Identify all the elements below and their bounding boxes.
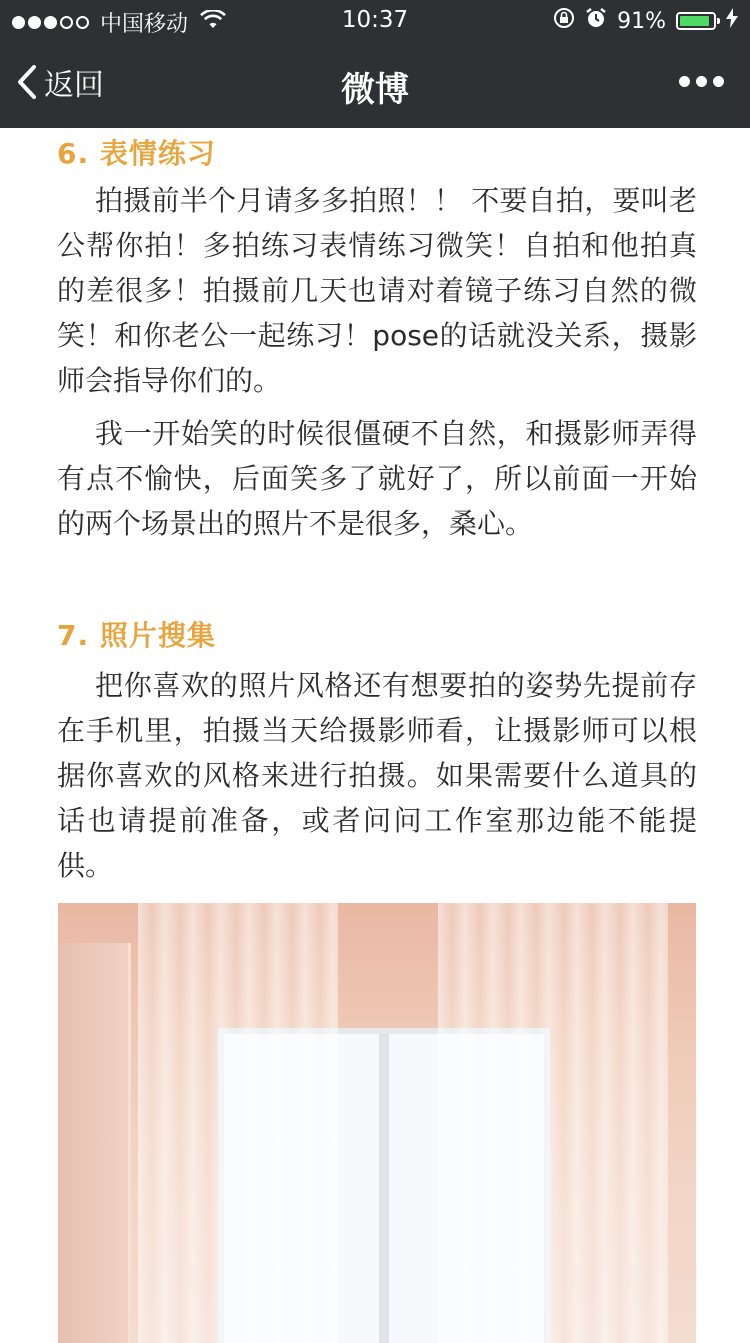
paragraph-7-1: 把你喜欢的照片风格还有想要拍的姿势先提前存在手机里，拍摄当天给摄影师看，让摄影师可以根据你喜欢的风格来进行拍摄。如果需要什么道具的话也请提前准备，或者问问工作室那边能不能提供。 bbox=[57, 669, 697, 882]
back-label: 返回 bbox=[44, 68, 104, 103]
more-dots-icon[interactable] bbox=[673, 76, 724, 87]
rotation-lock-icon bbox=[553, 7, 575, 35]
photo-curtain-left bbox=[138, 903, 338, 1343]
status-bar bbox=[0, 0, 750, 40]
section-heading-6: 6. 表情练习 bbox=[57, 137, 216, 170]
paragraph-6-1: 拍摄前半个月请多多拍照！！ 不要自拍，要叫老公帮你拍！多拍练习表情练习微笑！自拍和他拍真的差很多！拍摄前几天也请对着镜子练习自然的微笑！和你老公一起练习！pose的话就没关系，摄影师会指导你们的。 bbox=[57, 184, 697, 397]
page-title: 微博 bbox=[341, 70, 409, 110]
carrier-name: 中国移动 bbox=[100, 12, 189, 37]
photo-curtain-right bbox=[438, 903, 668, 1343]
nav-bar bbox=[0, 40, 750, 128]
status-time: 10:37 bbox=[341, 7, 409, 33]
section-heading-7: 7. 照片搜集 bbox=[57, 619, 216, 652]
article-photo bbox=[58, 903, 696, 1343]
alarm-icon bbox=[585, 7, 607, 35]
photo-door-frame bbox=[58, 943, 131, 1343]
paragraph-6-2: 我一开始笑的时候很僵硬不自然，和摄影师弄得有点不愉快，后面笑多了就好了，所以前面一开始的两个场景出的照片不是很多，桑心。 bbox=[57, 417, 697, 540]
top-bar bbox=[0, 0, 750, 128]
battery-fill bbox=[680, 16, 709, 26]
status-right bbox=[543, 7, 738, 35]
charging-bolt-icon bbox=[726, 8, 738, 34]
battery-percent: 91% bbox=[617, 8, 666, 34]
battery-icon bbox=[676, 12, 716, 30]
